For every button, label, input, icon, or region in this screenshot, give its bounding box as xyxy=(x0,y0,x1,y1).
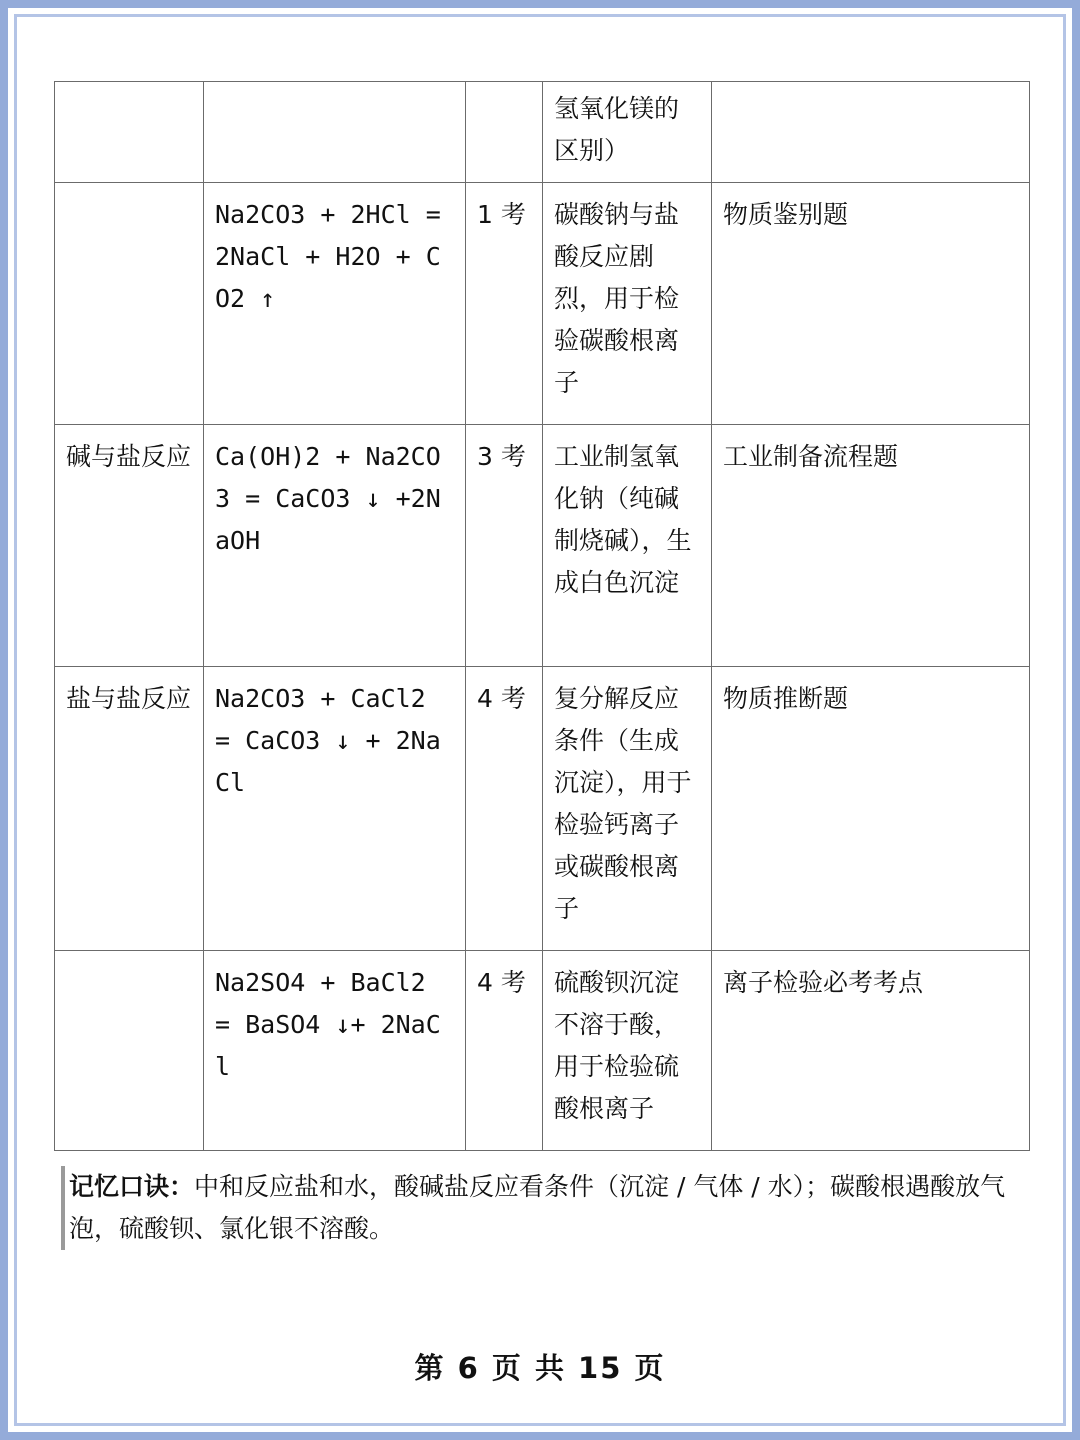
table-row xyxy=(55,425,1030,667)
document-page xyxy=(54,81,1029,1151)
mnemonic-note xyxy=(61,1166,1009,1250)
reaction-table xyxy=(54,81,1030,1151)
frequency-cell xyxy=(466,82,543,183)
frequency-cell: 3 考 xyxy=(466,425,543,667)
frequency-cell: 4 考 xyxy=(466,667,543,951)
page-number-footer: 第 6 页 共 15 页 xyxy=(414,1351,666,1385)
table-row xyxy=(55,951,1030,1151)
table-row xyxy=(55,82,1030,183)
reaction-type-cell: 碱与盐反应 xyxy=(55,425,204,667)
reaction-type-cell xyxy=(55,183,204,425)
note-cell: 硫酸钡沉淀不溶于酸，用于检验硫酸根离子 xyxy=(543,951,712,1151)
equation-cell: Na2SO4 + BaCl2 = BaSO4 ↓+ 2NaCl xyxy=(204,951,466,1151)
frequency-cell: 4 考 xyxy=(466,951,543,1151)
equation-cell: Na2CO3 + CaCl2 = CaCO3 ↓ + 2NaCl xyxy=(204,667,466,951)
mnemonic-text: 中和反应盐和水，酸碱盐反应看条件（沉淀 / 气体 / 水）；碳酸根遇酸放气泡，硫酸钡、氯化银不溶酸。 xyxy=(69,1172,1006,1243)
equation-cell: Ca(OH)2 + Na2CO3 = CaCO3 ↓ +2NaOH xyxy=(204,425,466,667)
equation-cell: Na2CO3 + 2HCl = 2NaCl + H2O + CO2 ↑ xyxy=(204,183,466,425)
note-cell: 工业制氢氧化钠（纯碱制烧碱），生成白色沉淀 xyxy=(543,425,712,667)
reaction-type-cell xyxy=(55,951,204,1151)
question-type-cell: 物质推断题 xyxy=(712,667,1030,951)
note-cell: 碳酸钠与盐酸反应剧烈，用于检验碳酸根离子 xyxy=(543,183,712,425)
table-row xyxy=(55,667,1030,951)
note-cell: 复分解反应条件（生成沉淀），用于检验钙离子或碳酸根离子 xyxy=(543,667,712,951)
note-cell: 氢氧化镁的区别） xyxy=(543,82,712,183)
question-type-cell: 物质鉴别题 xyxy=(712,183,1030,425)
mnemonic-label: 记忆口诀： xyxy=(69,1172,195,1201)
reaction-type-cell: 盐与盐反应 xyxy=(55,667,204,951)
reaction-type-cell xyxy=(55,82,204,183)
question-type-cell xyxy=(712,82,1030,183)
frequency-cell: 1 考 xyxy=(466,183,543,425)
equation-cell xyxy=(204,82,466,183)
question-type-cell: 工业制备流程题 xyxy=(712,425,1030,667)
table-row xyxy=(55,183,1030,425)
question-type-cell: 离子检验必考考点 xyxy=(712,951,1030,1151)
